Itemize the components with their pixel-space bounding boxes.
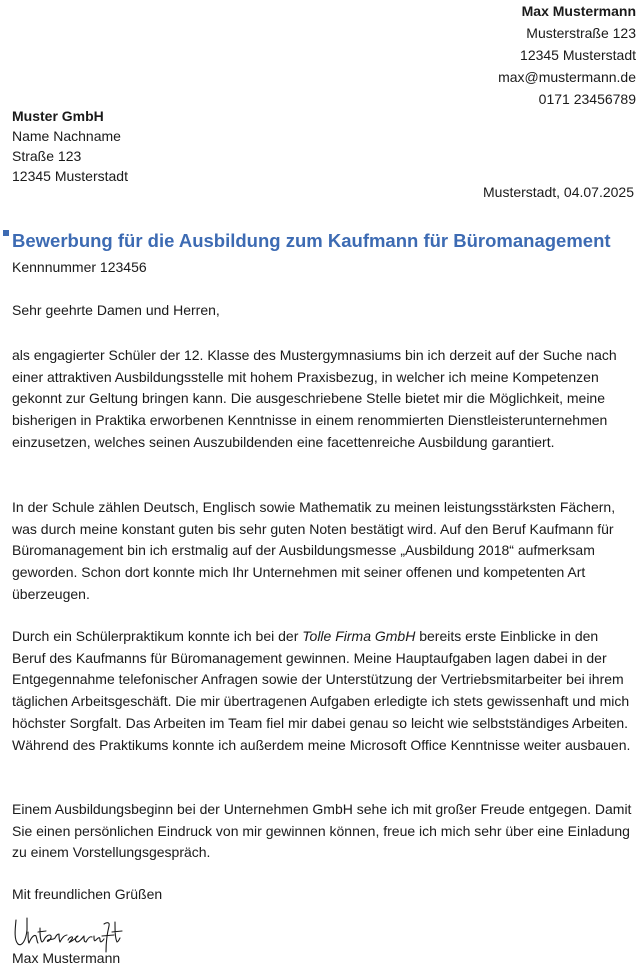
signer-name: Max Mustermann — [12, 950, 121, 966]
body-paragraph-4: Einem Ausbildungsbeginn bei der Unternehmen GmbH sehe ich mit großer Freude entgegen. Damit Sie einen persönlichen Eindruck von mir gewinnen können, freue ich mich sehr über eine Einladung zu einem Vorstellungsgespräch. — [12, 801, 632, 861]
subject-marker — [3, 230, 9, 236]
recipient-street: Straße 123 — [12, 148, 82, 164]
body-paragraph-3 — [12, 626, 632, 756]
closing-phrase: Mit freundlichen Grüßen — [12, 886, 163, 902]
recipient-block — [12, 106, 128, 186]
paragraph-3-after: bereits erste Einblicke in den Beruf des Kaufmanns für Büromanagement gewinnen. Meine Hauptaufgaben lagen dabei in der Entgegennahme telefonischer Anfragen sowie der Unterstützung der Vertriebsmitarbeiter bei ihrem täglichen Arbeitsgeschäft. Die mir übertragenen Aufgaben erledigte ich stets gewissenhaft und mich höchster Sorgfalt. Das Arbeiten im Team fiel mir dabei genau so leicht wie selbstständiges Arbeiten. Während des Praktikums konnte ich außerdem meine Microsoft Office Kenntnisse weiter ausbauen. — [12, 628, 631, 753]
sender-block — [498, 0, 636, 110]
letter-subject: Bewerbung für die Ausbildung zum Kaufmann für Büromanagement — [12, 230, 611, 251]
body-paragraph-1: als engagierter Schüler der 12. Klasse des Mustergymnasiums bin ich derzeit auf der Suche nach einer attraktiven Ausbildungsstelle mit hohem Praxisbezug, in welcher ich meine Kompetenzen gekonnt zur Geltung bringen kann. Die ausgeschriebene Stelle bietet mir die Möglichkeit, meine bisherigen in Praktika erworbenen Kenntnisse in einem renommierten Dienstleisterunternehmen einzusetzen, welches seinen Auszubildenden eine facettenreiche Ausbildung garantiert. — [12, 347, 617, 450]
salutation: Sehr geehrte Damen und Herren, — [12, 302, 220, 318]
sender-city: 12345 Musterstadt — [520, 47, 636, 63]
paragraph-3-before: Durch ein Schülerpraktikum konnte ich bei der — [12, 628, 303, 644]
sender-name: Max Mustermann — [521, 3, 636, 19]
recipient-city: 12345 Musterstadt — [12, 168, 128, 184]
sender-email: max@mustermann.de — [498, 69, 636, 85]
sender-phone: 0171 23456789 — [538, 91, 636, 107]
reference-number: Kennnummer 123456 — [12, 259, 147, 275]
sender-street: Musterstraße 123 — [526, 25, 636, 41]
body-paragraph-2: In der Schule zählen Deutsch, Englisch sowie Mathematik zu meinen leistungsstärksten Fächern, was durch meine konstant guten bis sehr guten Noten bestätigt wird. Auf den Beruf Kaufmann für Büromanagement bin ich erstmalig auf der Ausbildungsmesse „Ausbildung 2018“ aufmerksam geworden. Schon dort konnte mich Ihr Unternehmen mit seiner offenen und kompetenten Art überzeugen. — [12, 499, 616, 602]
letter-date: Musterstadt, 04.07.2025 — [483, 184, 634, 200]
company-name-italic: Tolle Firma GmbH — [302, 628, 416, 644]
recipient-company: Muster GmbH — [12, 108, 104, 124]
recipient-contact: Name Nachname — [12, 128, 121, 144]
